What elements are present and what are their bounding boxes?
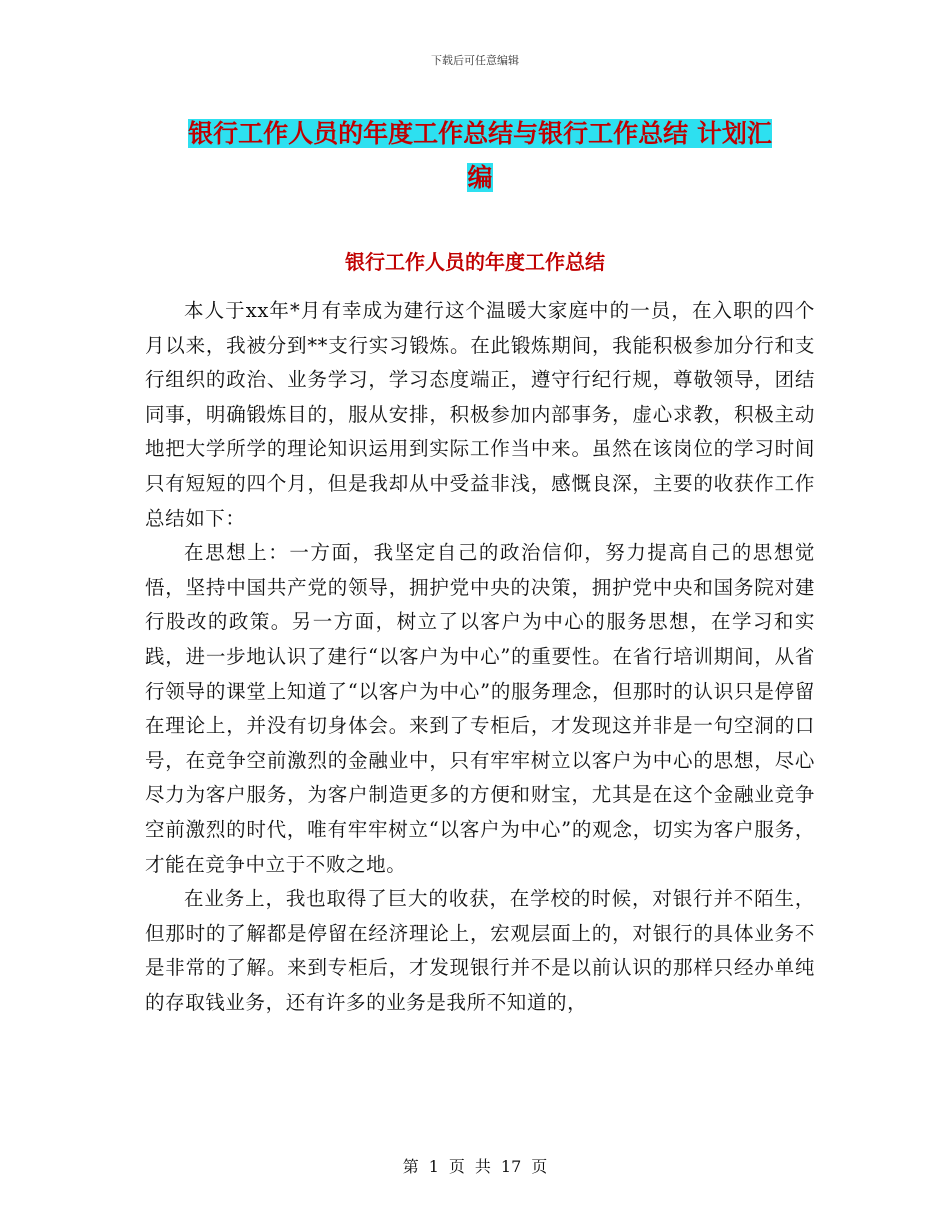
footer-page-total: 17: [500, 1157, 522, 1176]
document-title: [150, 112, 810, 200]
document-title-line-1: 银行工作人员的年度工作总结与银行工作总结 计划汇: [188, 119, 772, 148]
paragraph-intro: 本人于xx年*月有幸成为建行这个温暖大家庭中的一员，在入职的四个月以来，我被分到**支行实习锻炼。在此锻炼期间，我能积极参加分行和支行组织的政治、业务学习，学习态度端正，遵守行纪行规，尊敬领导，团结同事，明确锻炼目的，服从安排，积极参加内部事务，虚心求教，积极主动地把大学所学的理论知识运用到实际工作当中来。虽然在该岗位的学习时间只有短短的四个月，但是我却从中受益非浅，感慨良深，主要的收获作工作总结如下：: [145, 299, 815, 530]
footer-label-ye: 页: [448, 1157, 465, 1176]
footer-label-total: 共: [474, 1157, 491, 1176]
footer-page-current: 1: [428, 1157, 439, 1176]
paragraph-business: 在业务上，我也取得了巨大的收获，在学校的时候，对银行并不陌生，但那时的了解都是停留在经济理论上，宏观层面上的，对银行的具体业务不是非常的了解。来到专柜后，才发现银行并不是以前认识的那样只经办单纯的存取钱业务，还有许多的业务是我所不知道的，: [145, 887, 815, 1014]
page-footer: [0, 1154, 950, 1177]
footer-label-page: 第: [402, 1157, 419, 1176]
document-title-line-2: 编: [467, 163, 493, 192]
document-body: [145, 294, 815, 1020]
header-note: 下载后可任意编辑: [431, 54, 519, 67]
paragraph-ideology: 在思想上：一方面，我坚定自己的政治信仰，努力提高自己的思想觉悟，坚持中国共产党的领导，拥护党中央的决策，拥护党中央和国务院对建行股改的政策。另一方面，树立了以客户为中心的服务思想，在学习和实践，进一步地认识了建行“以客户为中心”的重要性。在省行培训期间，从省行领导的课堂上知道了“以客户为中心”的服务理念，但那时的认识只是停留在理论上，并没有切身体会。来到了专柜后，才发现这并非是一句空洞的口号，在竞争空前激烈的金融业中，只有牢牢树立以客户为中心的思想，尽心尽力为客户服务，为客户制造更多的方便和财宝，尤其是在这个金融业竞争空前激烈的时代，唯有牢牢树立“以客户为中心”的观念，切实为客户服务，才能在竞争中立于不败之地。: [145, 541, 815, 876]
section-title: 银行工作人员的年度工作总结: [345, 250, 605, 274]
footer-label-ye-2: 页: [531, 1157, 548, 1176]
